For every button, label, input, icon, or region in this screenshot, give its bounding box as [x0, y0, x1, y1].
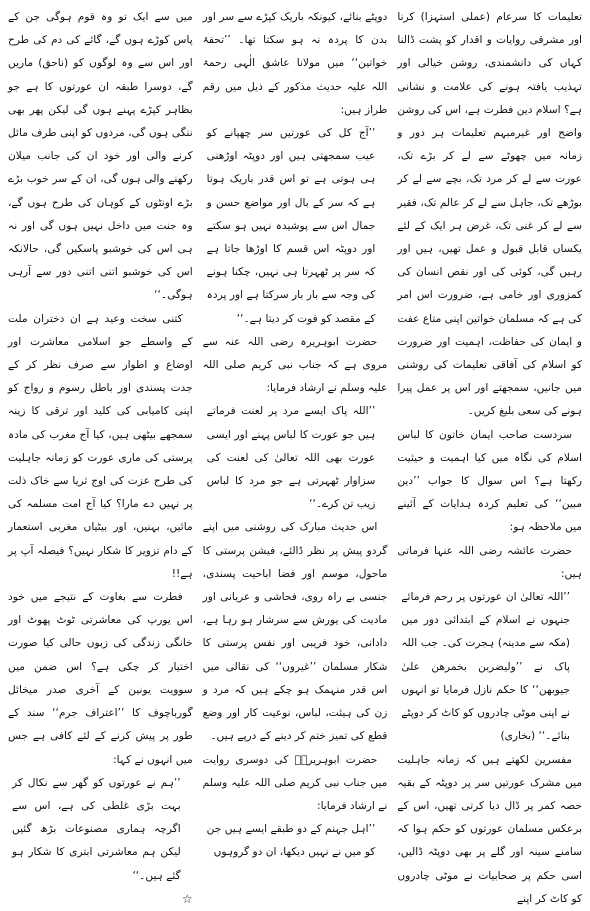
quoted-passage: ’’اللہ پاک ایسے مرد پر لعنت فرماتے ہیں جو عورت کا لباس پہنے اور ایسی عورت بھی اللہ تعالیٰ کی لعنت کی سزاوار ٹھہرتی ہے جو مرد کا لباس زیب تن کرے۔‘‘	[206, 405, 376, 511]
body-paragraph: کتنی سخت وعید ہے ان دختران ملت کے واسطے جو اسلامی معاشرت اور اوضاع و اطوار سے صرف نظر کر کے جدت پسندی اور باطل رسوم و رواج کو اپنی کامیابی کی کلید اور ترقی کا زینہ سمجھے بیٹھی ہیں، کیا آج مغرب کی مادہ پرستی کی ماری عورت کو زمانہ جاہلیت کی طرح عزت کی اوج ثریا سے خاک ذلت پر نہیں دے مارا؟ کیا آج امت مسلمہ کی مائیں، بہنیں، اور بیٹیاں مغربی استعمار کے دام تزویر کا شکار نہیں؟ فیصلہ آپ پر ہے!!	[8, 312, 193, 580]
text-column-left	[8, 6, 193, 911]
body-paragraph: سردست صاحب ایمان خاتون کا لباس اسلام کی نگاہ میں کیا اہمیت و حیثیت رکھتا ہے؟ اس سوال کا جواب ’’دین مبین‘‘ کی تعلیم کردہ ہدایات کے آئینے میں ملاحظہ ہو:	[397, 428, 582, 534]
body-paragraph: مفسرین لکھتے ہیں کہ زمانہ جاہلیت میں مشرک عورتیں سر پر دوپٹہ کے بقیہ حصہ کمر پر ڈال دیا کرتی تھیں، اس کے برعکس مسلمان عورتوں کو حکم ہوا کہ سامنے سینہ اور گلے پر بھی دوپٹہ ڈالیں، اسی حکم پر صحابیات نے موٹی چادروں کو کاٹ کر اپنے	[397, 753, 582, 905]
quoted-passage: ’’ہم نے عورتوں کو گھر سے نکال کر بہت بڑی غلطی کی ہے، اس سے اگرچہ ہماری مصنوعات بڑھ گئیں لیکن ہم معاشرتی ابتری کا شکار ہو گئے ہیں۔‘‘	[12, 776, 181, 882]
quoted-passage: ’’اہل جہنم کے دو طبقے ایسے ہیں جن کو میں نے نہیں دیکھا، ان دو گروہوں	[206, 823, 376, 859]
text-column-middle	[203, 6, 388, 911]
body-paragraph: میں سے ایک تو وہ قوم ہوگی جن کے پاس کوڑے ہوں گے، گائے کی دم کی طرح اور اس سے وہ لوگوں کو (ناحق) ماریں گے، دوسرا طبقہ ان عورتوں کا ہے جو بظاہر کپڑے پہنے ہوں گی لیکن پھر بھی ننگی ہوں گی، مردوں کو اپنی طرف مائل کرنے والی اور خود ان کی جانب میلان رکھنے والی ہوں گی، ان کے سر خوب بڑے بڑے اونٹوں کے کوہان کی طرح ہوں گے، وہ جنت میں داخل نہیں ہوں گی اور نہ ہی اس کی خوشبو پاسکیں گی، حالانکہ اس کی خوشبو اتنی اتنی دور سے آرہی ہوگی۔‘‘	[8, 11, 193, 302]
body-paragraph: حضرت عائشہ رضی اللہ عنہا فرماتی ہیں:	[397, 544, 582, 580]
text-column-right	[397, 6, 582, 911]
body-paragraph: حضرت ابوہریرہ رضی اللہ عنہ سے مروی ہے کہ جناب نبی کریم صلی اللہ علیہ وسلم نے ارشاد فرمایا:	[202, 335, 388, 395]
body-paragraph: حضرت ابوہریرہؓ کی دوسری روایت میں جناب نبی کریم صلی اللہ علیہ وسلم نے ارشاد فرمایا:	[202, 753, 388, 812]
quoted-passage: ’’آج کل کی عورتیں سر چھپانے کو عیب سمجھتی ہیں اور دوپٹہ اوڑھنی ہی ہوتی ہے تو اس قدر باریک ہوتا ہے کہ سر کے بال اور مواضع حسن و جمال اس سے پوشیدہ نہیں ہو سکتے اور دوپٹہ اس قسم کا اوڑھا جاتا ہے کہ سر پر ٹھہرتا ہی نہیں، چکنا ہونے کی وجہ سے بار بار سرکتا ہے اور پردہ کے مقصد کو فوت کر دیتا ہے۔‘‘	[206, 127, 376, 325]
body-paragraph: دوپٹے بنائے، کیونکہ باریک کپڑے سے سر اور بدن کا پردہ نہ ہو سکتا تھا۔ ’’تحفۂ خواتین‘‘ میں مولانا عاشق الٰہی رحمۃ اللہ علیہ حدیث مذکور کے ذیل میں رقم طراز ہیں:	[202, 11, 388, 116]
body-paragraph: اس حدیث مبارک کی روشنی میں اپنے گردو پیش پر نظر ڈالئے، فیشن پرستی کا ماحول، موسم اور فضا اباحیت پسندی، جنسی بے راہ روی، فحاشی و عریانی اور مادیت کی یورش سے سرشار ہو رہا ہے، دادانی، خود فریبی اور نفس پرستی کا شکار مسلمان ’’غیروں‘‘ کی نقالی میں اس قدر منہمک ہو چکے ہیں کہ مرد و زن کی ہیئت، لباس، نوعیت کار اور وضع قطع کی تمیز ختم کر دینے کے درپے ہیں۔	[202, 521, 388, 743]
body-paragraph: تعلیمات کا سرعام (عملی استہزا) کرنا اور مشرقی روایات و اقدار کو پشت ڈالنا کہاں کی دانشمندی، روشن خیالی اور تہذیب یافتہ ہونے کی علامت و نشانی ہے؟ اسلام دین فطرت ہے، اس کی روشن واضح اور غیرمبہم تعلیمات ہر دور و زمانہ میں چھوٹے سے لے کر بڑے تک، عورت سے لے کر مرد تک، بچے سے لے کر بوڑھے تک، جاہل سے لے کر عالم تک، فقیر سے لے کر غنی تک، غرض ہر ایک کے لئے یکساں قابل قبول و عمل تھیں، ہیں اور رہیں گی، کوئی کی اور نقص انسان کی کمزوری اور خامی ہے، ضرورت اس امر کی ہے کہ مسلمان خواتین اپنی متاع عفت و ایمان کی حفاظت، اہمیت اور ضرورت کو اسلام کی آفاقی تعلیمات کی روشنی میں جانیں، سمجھتے اور اس پر عمل پیرا ہونے کی سعی بلیغ کریں۔	[397, 11, 582, 418]
quoted-passage: ’’اللہ تعالیٰ ان عورتوں پر رحم فرمائے جنہوں نے اسلام کے ابتدائی دور میں (مکہ سے مدینہ) ہجرت کی۔ جب اللہ پاک نے ’’ولیضربن بخمرھن علیٰ جیوبھن‘‘ کا حکم نازل فرمایا تو انہوں نے اپنی موٹی چادروں کو کاٹ کر دوپٹے بنائے۔‘‘ (بخاری)	[401, 591, 570, 743]
body-paragraph: فطرت سے بغاوت کے نتیجے میں خود اس یورپ کی معاشرتی ٹوٹ پھوٹ اور خانگی زندگی کی زبوں حالی کیا صورت اختیار کر چکی ہے؟ اس ضمن میں سوویت یونین کے آخری صدر میخائل گورباچوف کا ’’اعتراف جرم‘‘ سند کے طور پر پیش کرنے کے لئے کافی ہے جس میں انہوں نے کہا:	[8, 591, 193, 766]
end-ornament: ☆	[181, 891, 193, 906]
